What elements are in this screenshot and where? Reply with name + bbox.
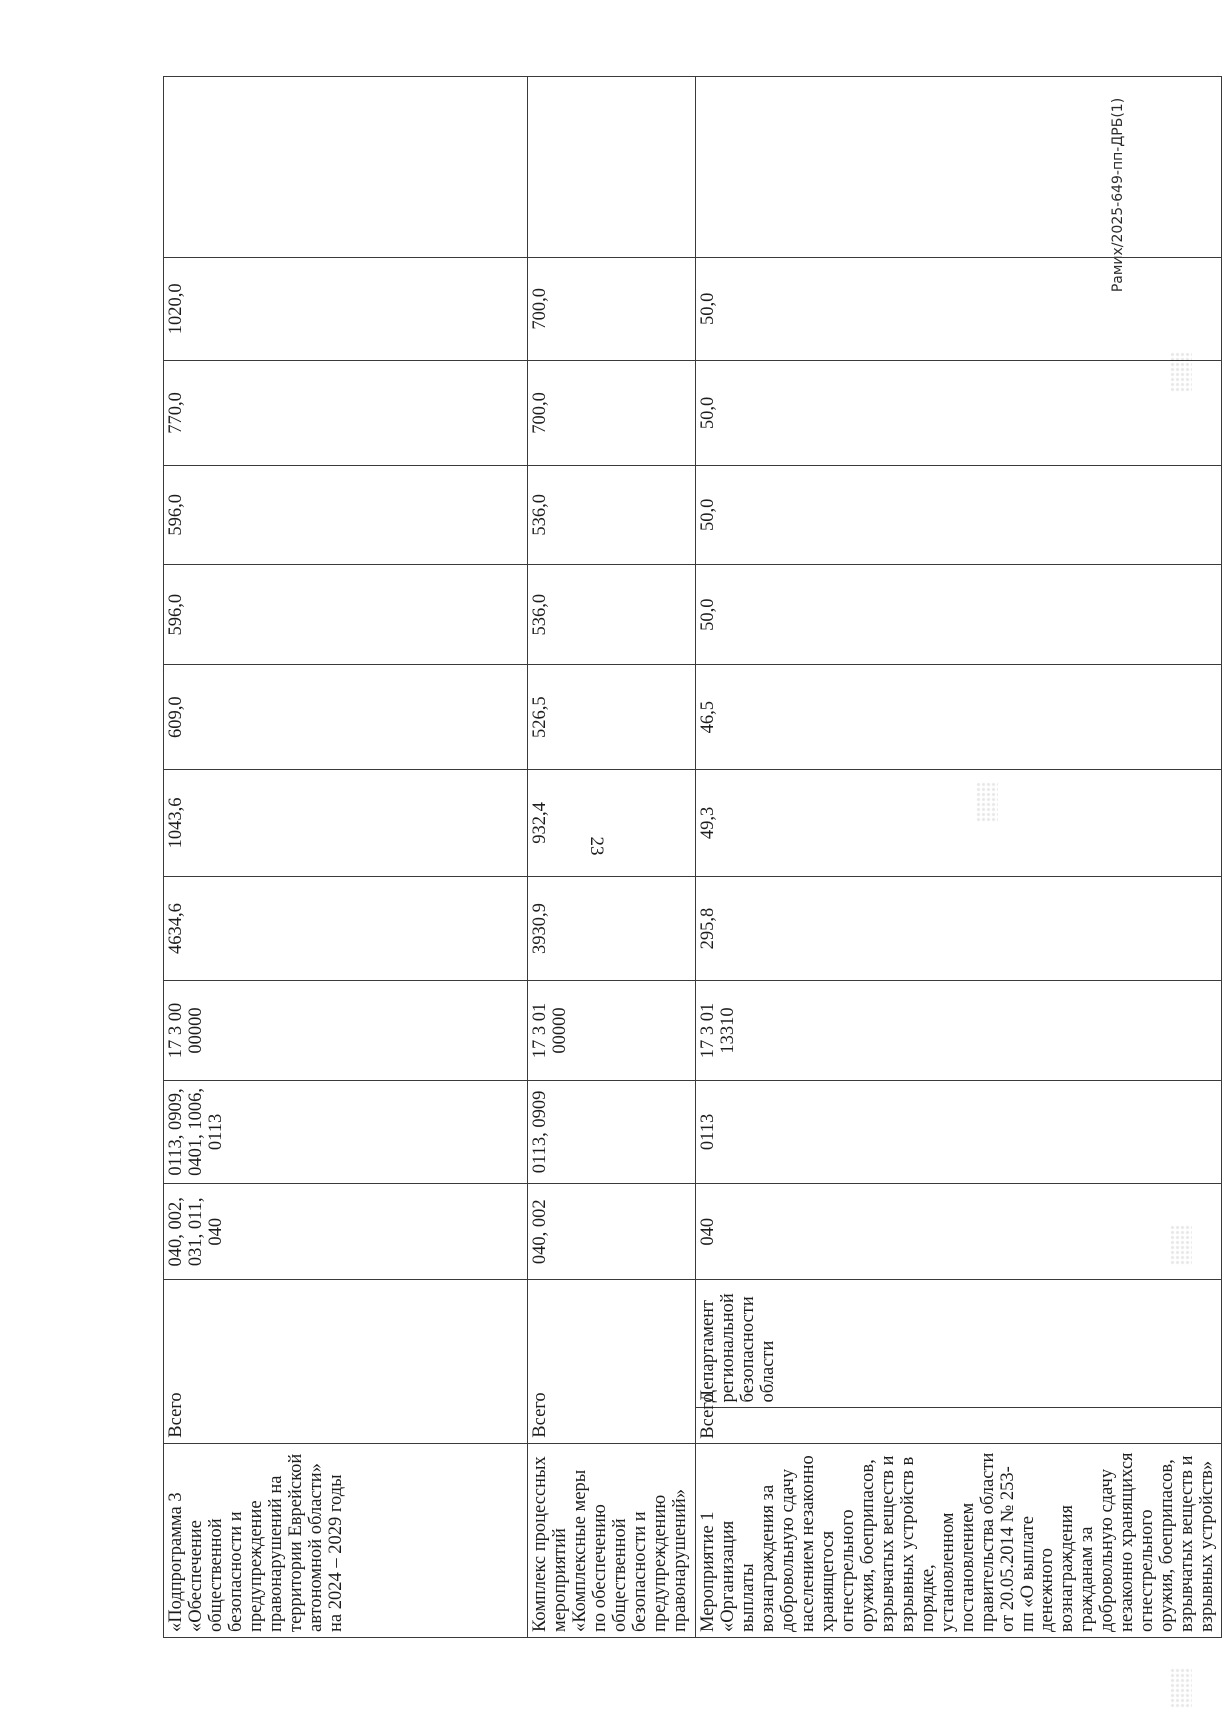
value-year: 700,0 xyxy=(528,361,696,466)
value-year: 50,0 xyxy=(696,361,1222,466)
value-year: 609,0 xyxy=(164,665,528,770)
value-year: 50,0 xyxy=(696,257,1222,361)
value-year: 596,0 xyxy=(164,565,528,665)
value-year: 49,3 xyxy=(696,769,1222,876)
value-year: 50,0 xyxy=(696,465,1222,564)
value-year: 536,0 xyxy=(528,565,696,665)
value-year: 932,4 xyxy=(528,769,696,876)
scan-noise xyxy=(1170,352,1192,392)
row-csr-subprogram: 17 3 00 00000 xyxy=(164,981,528,1080)
page-number: 23 xyxy=(586,836,607,856)
row-csr-measure-1: 17 3 01 13310 xyxy=(696,981,1222,1080)
value-year: 1020,0 xyxy=(164,257,528,361)
scan-noise xyxy=(1170,1225,1192,1265)
row-grbs-subprogram: 040, 002, 031, 011, 040 xyxy=(164,1184,528,1280)
row-rzpr-measure-1: 0113 xyxy=(696,1080,1222,1184)
value-year: 700,0 xyxy=(528,257,696,361)
value-year: 526,5 xyxy=(528,665,696,770)
value-year: 1043,6 xyxy=(164,769,528,876)
row-rzpr-subprogram: 0113, 0909, 0401, 1006, 0113 xyxy=(164,1080,528,1184)
value-year: 770,0 xyxy=(164,361,528,466)
value-total: 3930,9 xyxy=(528,876,696,981)
row-name-measure-1: Мероприятие 1 «Организация выплаты вознаграждения за добровольную сдачу населением незаконно хранящегося огнестрельного оружия, боеприпасов, взрывчатых веществ и взрывных устройств в порядке, установленном постановлением правительства области от 20.05.2014 № 253-пп «О выплате денежного вознаграждения гражданам за добровольную сдачу незаконно хранящихся огнестрельного оружия, боеприпасов, взрывчатых веществ и взрывных устройств» xyxy=(696,1443,1222,1637)
row-org-process-complex: Всего xyxy=(528,1280,696,1443)
value-year: 50,0 xyxy=(696,565,1222,665)
value-total: 295,8 xyxy=(696,876,1222,981)
table-row xyxy=(528,77,696,1638)
row-org-measure-1-total xyxy=(696,1393,1222,1443)
budget-table xyxy=(163,76,1222,1638)
scan-noise xyxy=(976,782,998,822)
row-rzpr-process-complex: 0113, 0909 xyxy=(528,1080,696,1184)
empty-cell xyxy=(528,77,696,258)
row-grbs-measure-1: 040 xyxy=(696,1184,1222,1280)
value-total: 4634,6 xyxy=(164,876,528,981)
scan-noise xyxy=(1170,1668,1192,1708)
empty-cell xyxy=(164,77,528,258)
value-year: 536,0 xyxy=(528,465,696,564)
table-row xyxy=(164,77,528,1638)
row-org-measure-1-department: Департамент региональной безопасности области xyxy=(696,1280,1222,1408)
row-name-subprogram: «Подпрограмма 3 «Обеспечение общественной безопасности и предупреждение правонарушений на территории Еврейской автономной области» на 2024 – 2029 годы xyxy=(164,1443,528,1637)
document-code: Рамих/2025-649-пп-ДРБ(1) xyxy=(1110,97,1126,293)
empty-cell xyxy=(696,77,1222,258)
value-year: 596,0 xyxy=(164,465,528,564)
value-year: 46,5 xyxy=(696,665,1222,770)
row-org-subprogram: Всего xyxy=(164,1280,528,1443)
row-csr-process-complex: 17 3 01 00000 xyxy=(528,981,696,1080)
row-grbs-process-complex: 040, 002 xyxy=(528,1184,696,1280)
row-name-process-complex: Комплекс процессных мероприятий «Комплексные меры по обеспечению общественной безопасности и предупреждению правонарушений» xyxy=(528,1443,696,1637)
row-org-measure-1-label: Всего xyxy=(698,1393,718,1439)
table-row xyxy=(696,77,1222,1638)
